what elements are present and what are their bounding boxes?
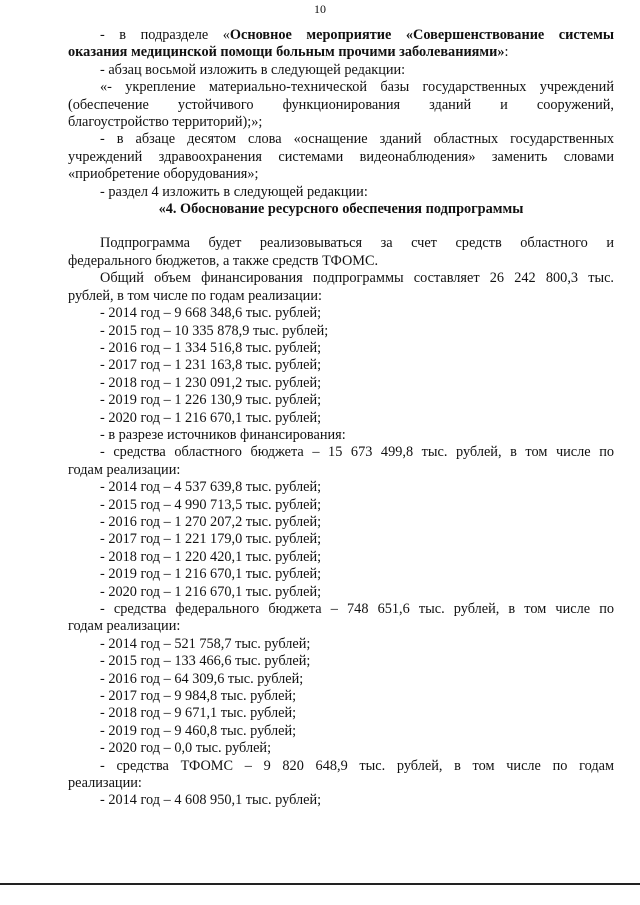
- para2-line-2: рублей, в том числе по годам реализации:: [68, 287, 322, 304]
- regional-year-item: - 2020 год – 1 216 670,1 тыс. рублей;: [100, 583, 322, 600]
- tfoms-year-item: - 2014 год – 4 608 950,1 тыс. рублей;: [100, 792, 322, 809]
- total-year-item: - 2014 год – 9 668 348,6 тыс. рублей;: [100, 305, 322, 322]
- regional-year-item: - 2017 год – 1 221 179,0 тыс. рублей;: [100, 531, 322, 548]
- federal-line-2: годам реализации:: [68, 618, 181, 635]
- tfoms-line-1: - средства ТФОМС – 9 820 648,9 тыс. рублей, в том числе по годам: [100, 757, 614, 774]
- regional-year-item: - 2016 год – 1 270 207,2 тыс. рублей;: [100, 513, 322, 530]
- par10-line-3: «приобретение оборудования»;: [68, 166, 259, 183]
- federal-year-item: - 2015 год – 133 466,6 тыс. рублей;: [100, 653, 311, 670]
- federal-line-1: - средства федерального бюджета – 748 651,6 тыс. рублей, в том числе по: [100, 601, 614, 617]
- federal-year-item: - 2017 год – 9 984,8 тыс. рублей;: [100, 688, 297, 705]
- par10-line-2: учреждений здравоохранения системами видеонаблюдения» заменить словами: [68, 148, 614, 165]
- par8-line-3: благоустройство территорий);»;: [68, 114, 263, 131]
- federal-year-item: - 2018 год – 9 671,1 тыс. рублей;: [100, 705, 297, 722]
- para2-line-1: Общий объем финансирования подпрограммы составляет 26 242 800,3 тыс.: [100, 270, 614, 287]
- regional-year-item: - 2018 год – 1 220 420,1 тыс. рублей;: [100, 548, 322, 565]
- total-year-item: - 2019 год – 1 226 130,9 тыс. рублей;: [100, 392, 322, 409]
- par8-intro: - абзац восьмой изложить в следующей редакции:: [100, 61, 406, 78]
- federal-year-item: - 2014 год – 521 758,7 тыс. рублей;: [100, 635, 311, 652]
- regional-year-item: - 2014 год – 4 537 639,8 тыс. рублей;: [100, 479, 322, 496]
- total-year-item: - 2016 год – 1 334 516,8 тыс. рублей;: [100, 339, 322, 356]
- federal-year-item: - 2016 год – 64 309,6 тыс. рублей;: [100, 670, 304, 687]
- bottom-rule: [0, 883, 640, 885]
- page-content: [68, 27, 614, 810]
- subsection-title-line-1: Основное мероприятие «Совершенствование системы: [229, 27, 615, 43]
- par8-line-2: (обеспечение устойчивого функционирования зданий и сооружений,: [68, 96, 614, 113]
- subsection-prefix: - в подразделе «: [100, 27, 230, 43]
- regional-line-2: годам реализации:: [68, 461, 181, 478]
- regional-year-item: - 2015 год – 4 990 713,5 тыс. рублей;: [100, 496, 322, 513]
- par10-line-1: - в абзаце десятом слова «оснащение зданий областных государственных: [100, 131, 614, 148]
- subsection-title-line-2: оказания медицинской помощи больным прочими заболеваниями»: [68, 44, 505, 61]
- total-year-item: - 2017 год – 1 231 163,8 тыс. рублей;: [100, 357, 322, 374]
- para1-line-1: Подпрограмма будет реализовываться за счет средств областного и: [100, 235, 614, 252]
- federal-year-item: - 2020 год – 0,0 тыс. рублей;: [100, 740, 272, 757]
- section4-heading: «4. Обоснование ресурсного обеспечения подпрограммы: [158, 201, 524, 218]
- para1-line-2: федерального бюджетов, а также средств ТФОМС.: [68, 252, 379, 269]
- sources-intro: - в разрезе источников финансирования:: [100, 426, 346, 443]
- federal-year-item: - 2019 год – 9 460,8 тыс. рублей;: [100, 722, 297, 739]
- par8-line-1: «- укрепление материально-технической базы государственных учреждений: [100, 79, 614, 96]
- regional-year-item: - 2019 год – 1 216 670,1 тыс. рублей;: [100, 566, 322, 583]
- regional-line-1: - средства областного бюджета – 15 673 499,8 тыс. рублей, в том числе по: [100, 444, 614, 461]
- subsection-line-1: [68, 27, 614, 44]
- spacer: [68, 218, 614, 235]
- section4-intro: - раздел 4 изложить в следующей редакции:: [100, 183, 368, 200]
- subsection-line-2: [68, 44, 614, 61]
- total-year-item: - 2020 год – 1 216 670,1 тыс. рублей;: [100, 409, 322, 426]
- total-year-item: - 2015 год – 10 335 878,9 тыс. рублей;: [100, 322, 329, 339]
- subsection-suffix: :: [504, 44, 509, 61]
- page-number: 10: [314, 2, 326, 16]
- total-year-item: - 2018 год – 1 230 091,2 тыс. рублей;: [100, 374, 322, 391]
- tfoms-line-2: реализации:: [68, 775, 142, 792]
